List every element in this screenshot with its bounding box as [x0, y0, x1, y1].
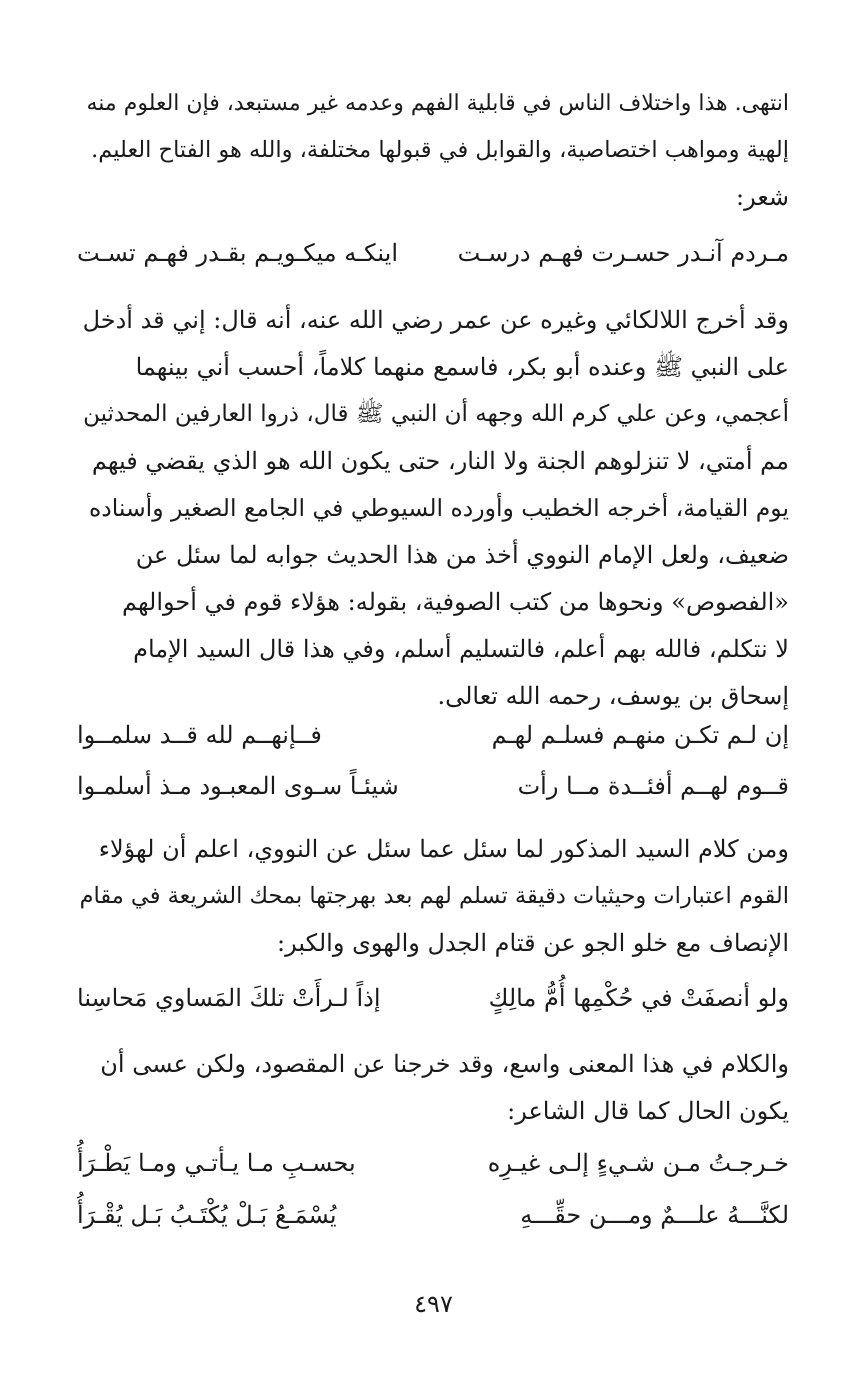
text-line: مم أمتي، لا تنزلوهم الجنة ولا النار، حتى يكون الله هو الذي يقضي فيهم — [91, 447, 789, 475]
text-line: إلهية ومواهب اختصاصية، والقوابل في قبولها مختلفة، والله هو الفتاح العليم. — [91, 137, 789, 163]
verse-line — [77, 1140, 789, 1187]
text-line: يكون الحال كما قال الشاعر: — [507, 1097, 789, 1125]
text-line: على النبي ﷺ وعنده أبو بكر، فاسمع منهما كلاماً، أحسب أني بينهما — [135, 353, 789, 381]
text-line: أعجمي، وعن علي كرم الله وجهه أن النبي ﷺ قال، ذروا العارفين المحدثين — [83, 401, 789, 427]
verse-first-hemistich: ولو أنصفَتْ في حُكْمِها أُمُّ مالِكٍ — [488, 984, 789, 1012]
text-line: القوم اعتبارات وحيثيات دقيقة تسلم لهم بعد بهرجتها بمحك الشريعة في مقام — [79, 883, 789, 909]
text-line: إسحاق بن يوسف، رحمه الله تعالى. — [437, 682, 789, 710]
text-line: وقد أخرج اللالكائي وغيره عن عمر رضي الله عنه، أنه قال: إني قد أدخل — [82, 306, 789, 334]
verse-second-hemistich: اينكـه ميكـويـم بقـدر فهـم تسـت — [77, 239, 398, 267]
paragraph-intro — [77, 80, 789, 221]
verse-second-hemistich: شيئـاً سـوى المعبـود مـذ أسلمـوا — [77, 772, 399, 800]
verse-first-hemistich: خـرجـتُ مـن شـيءٍ إلـى غيـرِه — [487, 1149, 789, 1177]
text-line: الإنصاف مع خلو الجو عن قتام الجدل والهوى والكبر: — [277, 929, 789, 957]
text-line: شعر: — [735, 183, 789, 211]
text-line: والكلام في هذا المعنى واسع، وقد خرجنا عن المقصود، ولكن عسى أن — [100, 1050, 789, 1078]
verse-second-hemistich: يُسْمَـعُ بَـلْ يُكْتَـبُ بَـل يُقْـرَأُ — [77, 1201, 337, 1229]
paragraph-commentary — [77, 826, 789, 967]
verse-line — [77, 230, 789, 277]
verse-line — [77, 712, 789, 759]
verse-first-hemistich: مـردم آنـدر حسـرت فهـم درسـت — [457, 239, 789, 267]
verse-line — [77, 975, 789, 1022]
text-line: ضعيف، ولعل الإمام النووي أخذ من هذا الحديث جوابه لما سئل عن — [135, 541, 789, 569]
verse-first-hemistich: لكنَّـــهُ علـــمٌ ومـــن حقِّـــهِ — [520, 1201, 789, 1229]
verse-second-hemistich: فــإنهــم لله قــد سلمــوا — [77, 721, 322, 749]
verse-first-hemistich: قــوم لهــم أفئــدة مــا رأت — [517, 772, 789, 800]
text-line: ومن كلام السيد المذكور لما سئل عما سئل عن النووي، اعلم أن لهؤلاء — [98, 835, 789, 863]
text-line: انتهى. هذا واختلاف الناس في قابلية الفهم وعدمه غير مستبعد، فإن العلوم منه — [86, 91, 789, 116]
verse-first-hemistich: إن لـم تكـن منهـم فسلـم لهـم — [491, 721, 789, 749]
paragraph-closing — [77, 1041, 789, 1135]
verse-line — [77, 1192, 789, 1239]
text-line: «الفصوص» ونحوها من كتب الصوفية، بقوله: هؤلاء قوم في أحوالهم — [121, 588, 789, 616]
text-line: لا نتكلم، فالله بهم أعلم، فالتسليم أسلم، وفي هذا قال السيد الإمام — [133, 635, 789, 663]
paragraph-hadith — [77, 297, 789, 720]
verse-second-hemistich: إذاً لـرأَتْ تلكَ المَساوي مَحاسِنا — [77, 984, 381, 1012]
text-line: يوم القيامة، أخرجه الخطيب وأورده السيوطي في الجامع الصغير وأسناده — [88, 494, 789, 522]
verse-line — [77, 763, 789, 810]
verse-second-hemistich: بحسـبِ مـا يـأتـي ومـا يَطْـرَأُ — [77, 1149, 356, 1177]
page-number: ٤٩٧ — [414, 1290, 453, 1318]
